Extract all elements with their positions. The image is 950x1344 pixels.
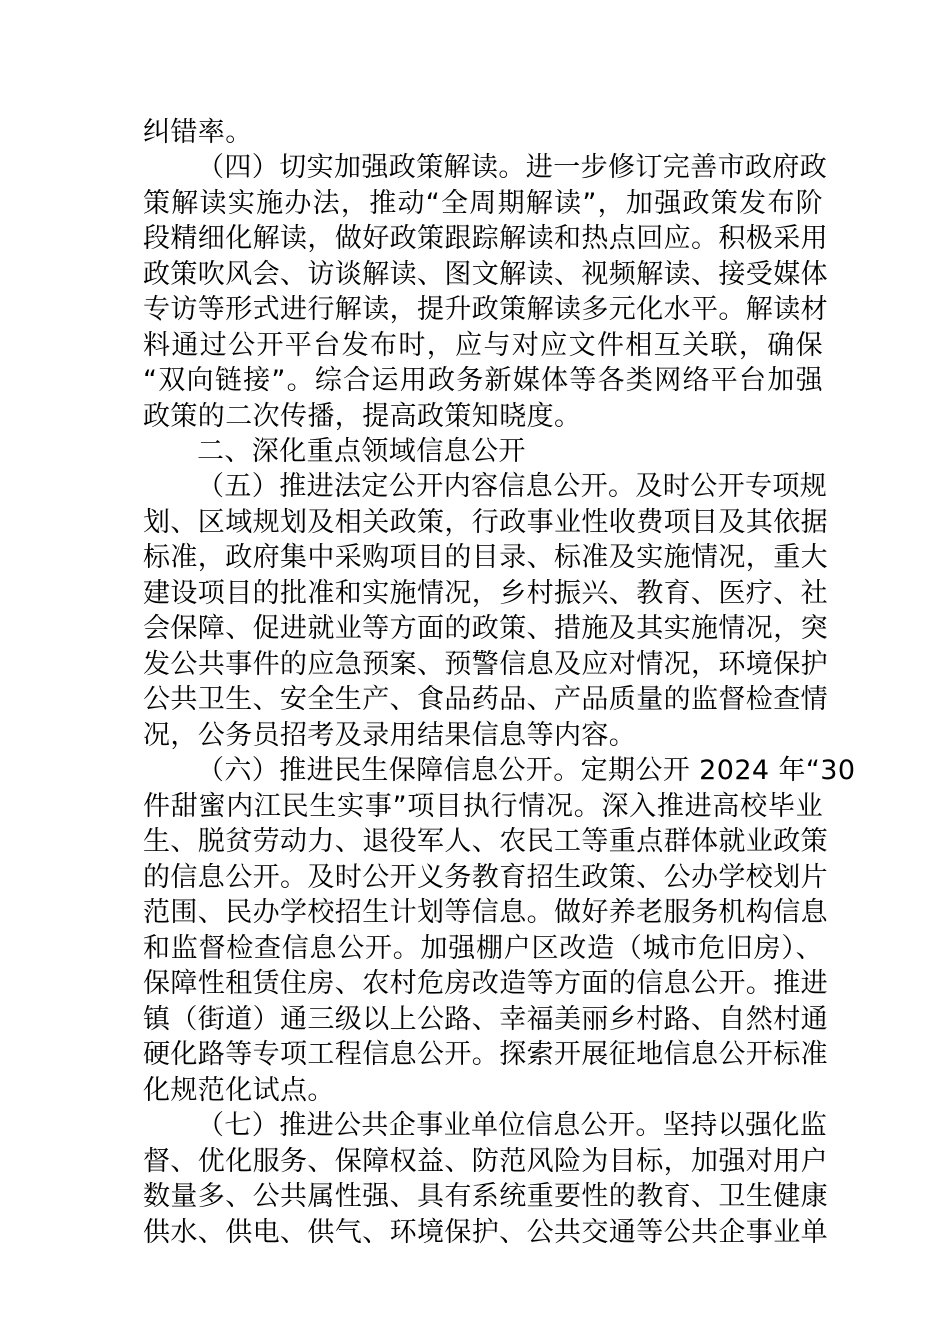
text-line: 督、优化服务、保障权益、防范风险为目标，加强对用户 [143, 1146, 828, 1177]
text-line: 况，公务员招考及录用结果信息等内容。 [143, 720, 637, 751]
text-line: 建设项目的批准和实施情况，乡村振兴、教育、医疗、社 [143, 578, 828, 609]
text-line: “双向链接”。综合运用政务新媒体等各类网络平台加强 [143, 365, 823, 396]
text-line: 政策的二次传播，提高政策知晓度。 [143, 401, 582, 432]
text-line: 硬化路等专项工程信息公开。探索开展征地信息公开标准 [143, 1039, 828, 1070]
section-heading: 二、深化重点领域信息公开 [197, 436, 526, 467]
text-line: 件甜蜜内江民生实事”项目执行情况。深入推进高校毕业 [143, 791, 823, 822]
text-line: 保障性租赁住房、农村危房改造等方面的信息公开。推进 [143, 968, 828, 999]
text-line: 供水、供电、供气、环境保护、公共交通等公共企事业单 [143, 1217, 828, 1248]
text-line: 和监督检查信息公开。加强棚户区改造（城市危旧房）、 [143, 933, 823, 964]
text-line: 标准，政府集中采购项目的目录、标准及实施情况，重大 [143, 542, 828, 573]
text-line: 段精细化解读，做好政策跟踪解读和热点回应。积极采用 [143, 223, 828, 254]
text-line: 会保障、促进就业等方面的政策、措施及其实施情况，突 [143, 613, 828, 644]
paragraph-heading-line: （四）切实加强政策解读。进一步修订完善市政府政 [197, 152, 828, 183]
text-line: 的信息公开。及时公开义务教育招生政策、公办学校划片 [143, 862, 828, 893]
text-line: 政策吹风会、访谈解读、图文解读、视频解读、接受媒体 [143, 259, 828, 290]
text-line: 专访等形式进行解读，提升政策解读多元化水平。解读材 [143, 294, 828, 325]
text-line: 公共卫生、安全生产、食品药品、产品质量的监督检查情 [143, 684, 828, 715]
text-line: 料通过公开平台发布时，应与对应文件相互关联，确保 [143, 330, 823, 361]
text-line: 策解读实施办法，推动“全周期解读”，加强政策发布阶 [143, 188, 823, 219]
paragraph-heading-line: （六）推进民生保障信息公开。定期公开 2024 年“30 [197, 755, 856, 786]
text-line: 镇（街道）通三级以上公路、幸福美丽乡村路、自然村通 [143, 1004, 828, 1035]
text-line: 发公共事件的应急预案、预警信息及应对情况，环境保护 [143, 649, 828, 680]
text-line: 范围、民办学校招生计划等信息。做好养老服务机构信息 [143, 897, 828, 928]
text-line: 生、脱贫劳动力、退役军人、农民工等重点群体就业政策 [143, 826, 828, 857]
text-line: 化规范化试点。 [143, 1075, 335, 1106]
text-line: 数量多、公共属性强、具有系统重要性的教育、卫生健康 [143, 1181, 828, 1212]
paragraph-heading-line: （七）推进公共企事业单位信息公开。坚持以强化监 [197, 1110, 828, 1141]
text-line: 划、区域规划及相关政策，行政事业性收费项目及其依据 [143, 507, 828, 538]
text-line: 纠错率。 [143, 117, 253, 148]
paragraph-heading-line: （五）推进法定公开内容信息公开。及时公开专项规 [197, 471, 828, 502]
